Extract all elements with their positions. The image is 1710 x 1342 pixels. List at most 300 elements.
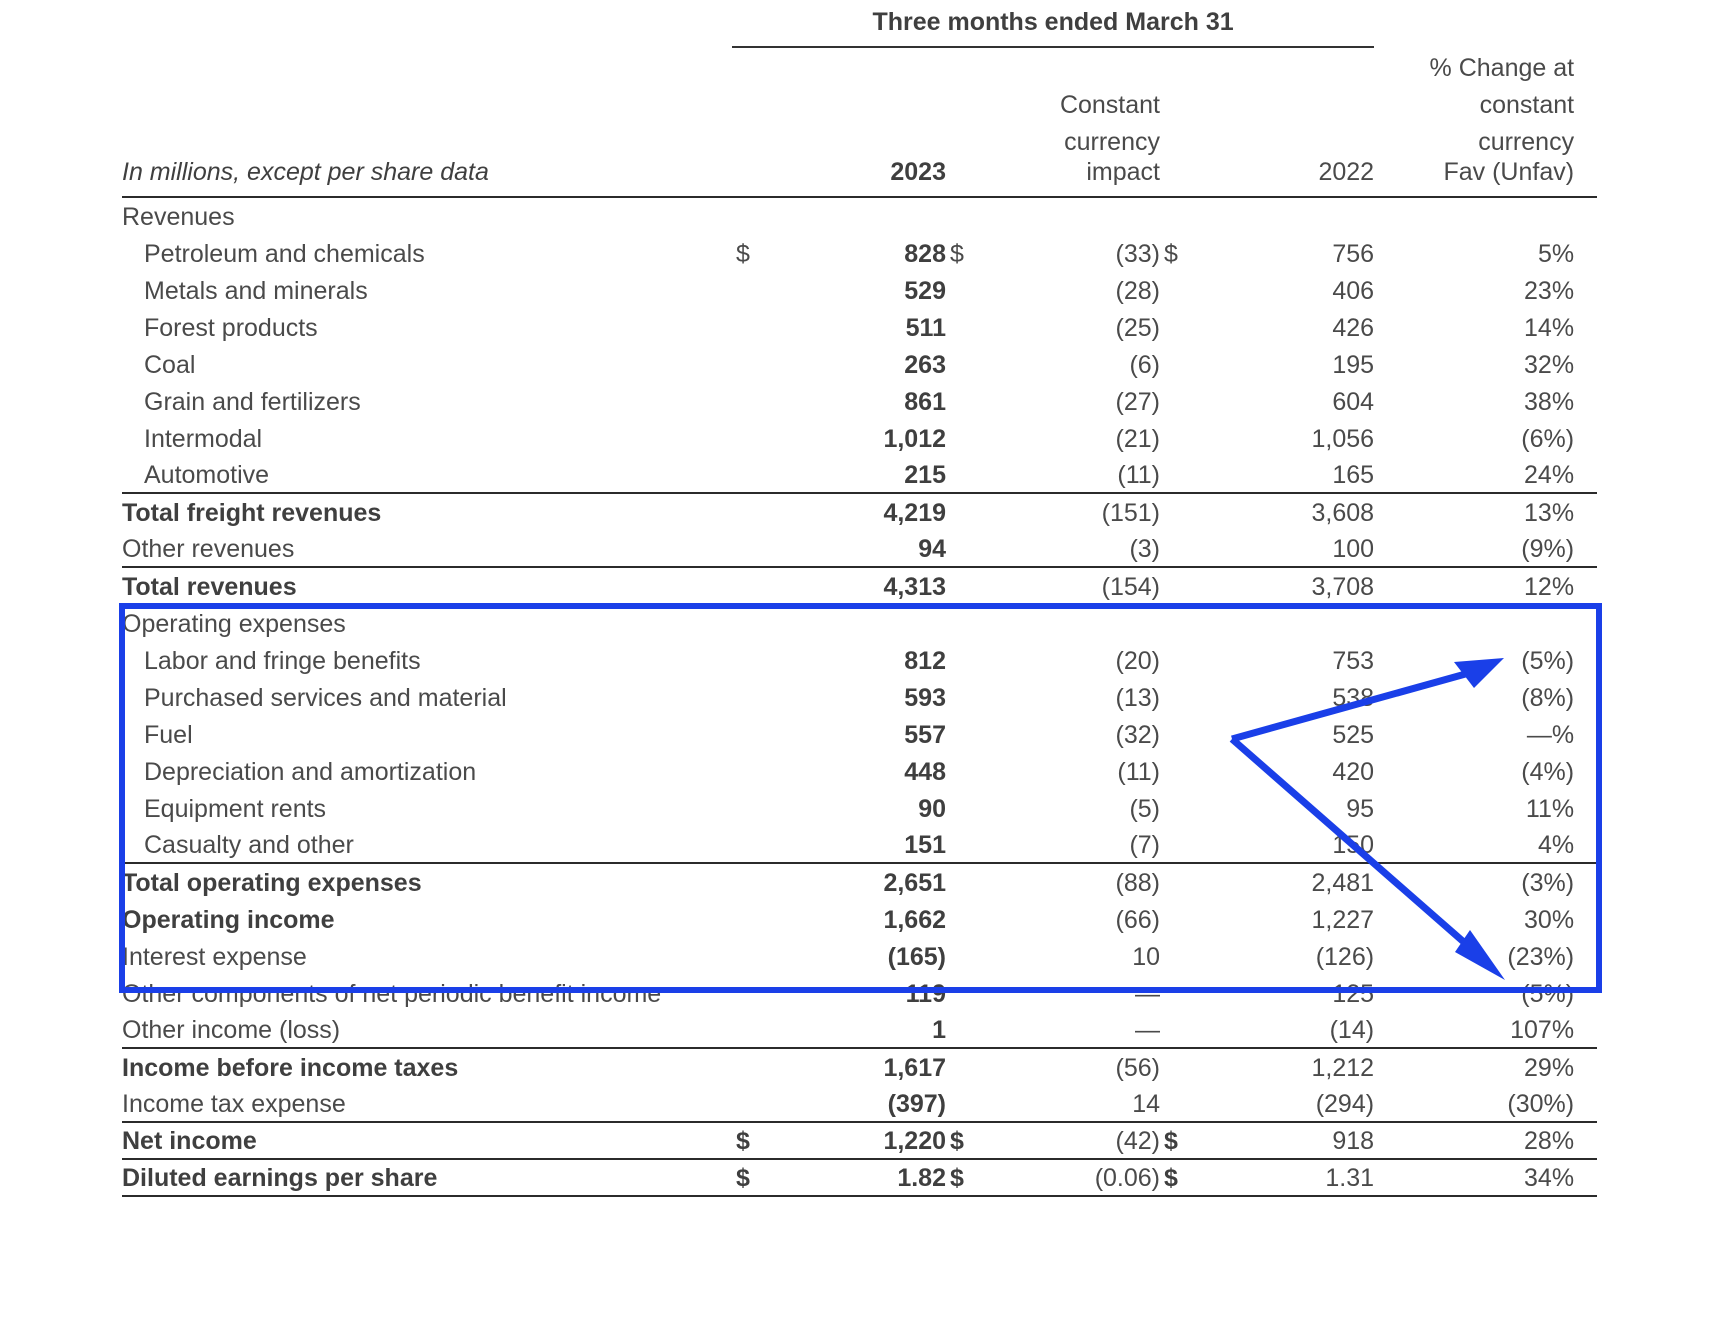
- value-2023: 4,313: [883, 573, 946, 601]
- units-note: In millions, except per share data: [122, 158, 732, 197]
- value-pct-change: (9%): [1374, 530, 1574, 567]
- value-pct-change: (3%): [1521, 869, 1575, 897]
- row-pad: [1574, 1011, 1597, 1048]
- value-2023: 861: [904, 388, 946, 416]
- row-label: Operating income: [122, 906, 335, 934]
- value-2022: 95: [1346, 795, 1375, 823]
- currency-symbol-cc: [946, 382, 982, 419]
- year-2023-header: 2023: [768, 158, 946, 197]
- pad-cell: [1574, 84, 1597, 121]
- row-label: Other revenues: [122, 530, 732, 567]
- header-line-1: [122, 47, 1597, 84]
- currency-symbol-2022: [1160, 493, 1196, 530]
- table-row: [122, 567, 1597, 604]
- value-2022: 2,481: [1311, 869, 1375, 897]
- row-pad: [1574, 493, 1597, 530]
- value-constant-currency: (154): [1101, 573, 1160, 601]
- row-pad: [1574, 715, 1597, 752]
- currency-symbol-2022: [1160, 419, 1196, 456]
- value-2022: 195: [1332, 351, 1375, 379]
- row-pad: [1574, 456, 1597, 493]
- currency-symbol-2022: [1160, 456, 1196, 493]
- currency-col-head-3: [1160, 158, 1196, 197]
- cc-header-line-2: currency: [1064, 128, 1160, 156]
- row-pad: [1574, 826, 1597, 863]
- row-label: Total revenues: [122, 573, 297, 601]
- currency-symbol-2023: [732, 1085, 768, 1122]
- row-pad: [1574, 197, 1597, 234]
- value-2022: 756: [1332, 240, 1375, 268]
- value-pct-change: [1374, 604, 1574, 641]
- value-2023: 1,012: [883, 425, 946, 453]
- row-pad: [1574, 1159, 1597, 1196]
- currency-symbol-2023: [732, 789, 768, 826]
- value-constant-currency: (0.06): [982, 1159, 1160, 1196]
- value-pct-change: 13%: [1524, 499, 1575, 527]
- currency-symbol-2022: [1160, 197, 1196, 234]
- currency-symbol-2023: [732, 826, 768, 863]
- row-label: Automotive: [122, 456, 732, 493]
- value-constant-currency: (6): [1129, 351, 1160, 379]
- currency-symbol-2022: [1160, 308, 1196, 345]
- row-label: Labor and fringe benefits: [144, 647, 421, 675]
- value-pct-change: 30%: [1524, 906, 1575, 934]
- value-pct-change: (5%): [1521, 980, 1575, 1008]
- currency-symbol-2023: [732, 419, 768, 456]
- value-pct-change: 23%: [1524, 277, 1575, 305]
- value-constant-currency: 10: [1132, 943, 1160, 971]
- table-row: [122, 530, 1597, 567]
- currency-symbol-cc: $: [950, 240, 964, 268]
- value-2022: 538: [1332, 684, 1375, 712]
- value-2022: 1,212: [1311, 1054, 1375, 1082]
- value-2022: 406: [1332, 277, 1375, 305]
- value-2022: [1196, 604, 1374, 641]
- value-2022: (294): [1196, 1085, 1374, 1122]
- table-row: [122, 1159, 1597, 1196]
- currency-symbol-cc: [946, 937, 982, 974]
- value-constant-currency: (13): [1115, 684, 1160, 712]
- currency-symbol-cc: $: [946, 1159, 982, 1196]
- value-constant-currency: (3): [982, 530, 1160, 567]
- value-constant-currency: (66): [1115, 906, 1160, 934]
- table-row: [122, 197, 1597, 234]
- currency-symbol-cc: [946, 308, 982, 345]
- value-constant-currency: (27): [1115, 388, 1160, 416]
- row-label: Purchased services and material: [144, 684, 507, 712]
- value-pct-change: 4%: [1374, 826, 1574, 863]
- row-pad: [1574, 530, 1597, 567]
- value-2023: 1,617: [883, 1054, 946, 1082]
- row-label: Depreciation and amortization: [144, 758, 477, 786]
- row-label: Intermodal: [144, 425, 263, 453]
- header-blank-3b: [1160, 121, 1374, 158]
- currency-symbol-cc: [946, 826, 982, 863]
- currency-symbol-2022: [1160, 678, 1196, 715]
- currency-symbol-cc: [946, 271, 982, 308]
- currency-symbol-2022: [1160, 715, 1196, 752]
- value-2023: 263: [904, 351, 946, 379]
- column-group-title: Three months ended March 31: [732, 8, 1374, 47]
- currency-symbol-2022: [1160, 937, 1196, 974]
- row-pad: [1574, 604, 1597, 641]
- row-label: Coal: [144, 351, 196, 379]
- currency-symbol-cc: [946, 197, 982, 234]
- row-label: Forest products: [144, 314, 318, 342]
- header-spacer-pad: [1574, 8, 1597, 47]
- currency-symbol-2022: [1160, 1085, 1196, 1122]
- value-2023: 1,220: [768, 1122, 946, 1159]
- table-row: [122, 900, 1597, 937]
- value-constant-currency: (33): [1115, 240, 1160, 268]
- value-2022: (14): [1196, 1011, 1374, 1048]
- currency-symbol-cc: [946, 456, 982, 493]
- currency-symbol-cc: $: [946, 1122, 982, 1159]
- currency-symbol-2023: [732, 604, 768, 641]
- currency-symbol-2023: [732, 345, 768, 382]
- value-2022: 165: [1196, 456, 1374, 493]
- value-2022: 1.31: [1196, 1159, 1374, 1196]
- value-2023: (165): [887, 943, 946, 971]
- pad-cell: [1574, 121, 1597, 158]
- row-pad: [1574, 1048, 1597, 1085]
- value-2023: 119: [905, 980, 946, 1008]
- value-2022: 3,708: [1311, 573, 1375, 601]
- value-constant-currency: (20): [1115, 647, 1160, 675]
- row-pad: [1574, 382, 1597, 419]
- value-pct-change: 14%: [1524, 314, 1575, 342]
- value-pct-change: 11%: [1525, 795, 1575, 823]
- currency-symbol-2022: $: [1160, 1159, 1196, 1196]
- value-2022: 125: [1332, 980, 1375, 1008]
- value-2022: 3,608: [1311, 499, 1375, 527]
- row-pad: [1574, 900, 1597, 937]
- currency-symbol-2023: $: [732, 1122, 768, 1159]
- value-pct-change: 29%: [1524, 1054, 1575, 1082]
- value-2023: 151: [768, 826, 946, 863]
- value-constant-currency: (5): [1129, 795, 1160, 823]
- header-line-3: [122, 121, 1597, 158]
- value-pct-change: (8%): [1521, 684, 1575, 712]
- value-2023: 828: [904, 240, 946, 268]
- value-2023: 4,219: [883, 499, 946, 527]
- value-2022: 918: [1196, 1122, 1374, 1159]
- row-label: Total operating expenses: [122, 869, 422, 897]
- currency-symbol-2022: [1160, 826, 1196, 863]
- table-row: [122, 456, 1597, 493]
- header-spacer: [122, 8, 732, 47]
- table-row: [122, 1122, 1597, 1159]
- value-constant-currency: (28): [1115, 277, 1160, 305]
- value-2023: 812: [904, 647, 946, 675]
- value-constant-currency: —: [1135, 980, 1160, 1008]
- row-label: Income tax expense: [122, 1085, 732, 1122]
- table-row: [122, 345, 1597, 382]
- currency-col-head-2: [946, 158, 982, 197]
- currency-col-head-1: [732, 158, 768, 197]
- cc-header-line-1: Constant: [1059, 91, 1160, 119]
- header-line-4: [122, 158, 1597, 197]
- currency-symbol-2022: [1160, 382, 1196, 419]
- row-label: Diluted earnings per share: [122, 1159, 732, 1196]
- row-label: Revenues: [122, 203, 235, 231]
- table-row: [122, 271, 1597, 308]
- row-pad: [1574, 419, 1597, 456]
- currency-symbol-2022: $: [1164, 240, 1178, 268]
- value-2023: 448: [904, 758, 946, 786]
- year-2022-header: 2022: [1196, 158, 1374, 197]
- value-constant-currency: 14: [982, 1085, 1160, 1122]
- row-label: Metals and minerals: [144, 277, 368, 305]
- value-constant-currency: (88): [1115, 869, 1160, 897]
- currency-symbol-2023: [732, 530, 768, 567]
- table-row: [122, 641, 1597, 678]
- value-pct-change: (4%): [1521, 758, 1575, 786]
- currency-symbol-2023: [732, 937, 768, 974]
- row-label: Fuel: [144, 721, 193, 749]
- value-2022: 1,056: [1311, 425, 1375, 453]
- value-constant-currency: (21): [1115, 425, 1160, 453]
- row-label: Income before income taxes: [122, 1054, 459, 1082]
- currency-symbol-2023: [732, 197, 768, 234]
- currency-symbol-cc: [946, 715, 982, 752]
- currency-symbol-cc: [946, 974, 982, 1011]
- currency-symbol-cc: [946, 567, 982, 604]
- value-pct-change: [1374, 197, 1574, 234]
- currency-symbol-2023: [732, 1011, 768, 1048]
- value-2023: (397): [768, 1085, 946, 1122]
- value-2022: 420: [1332, 758, 1375, 786]
- table-row: [122, 863, 1597, 900]
- value-2022: (126): [1315, 943, 1375, 971]
- row-pad: [1574, 789, 1597, 826]
- currency-symbol-2023: [732, 715, 768, 752]
- header-blank-2b: [1160, 84, 1374, 121]
- currency-symbol-2022: [1160, 863, 1196, 900]
- value-2023: 1,662: [883, 906, 946, 934]
- row-pad: [1574, 234, 1597, 271]
- value-constant-currency: (32): [1115, 721, 1160, 749]
- table-row: [122, 419, 1597, 456]
- value-constant-currency: (42): [982, 1122, 1160, 1159]
- table-row: [122, 382, 1597, 419]
- currency-symbol-2023: [732, 493, 768, 530]
- row-label: Other income (loss): [122, 1011, 732, 1048]
- currency-symbol-cc: [946, 604, 982, 641]
- value-constant-currency: (11): [982, 456, 1160, 493]
- currency-symbol-cc: [946, 789, 982, 826]
- currency-symbol-2023: [732, 641, 768, 678]
- currency-symbol-cc: [946, 345, 982, 382]
- row-pad: [1574, 1085, 1597, 1122]
- value-constant-currency: [982, 197, 1160, 234]
- value-constant-currency: (25): [1115, 314, 1160, 342]
- row-label: Other components of net periodic benefit income: [122, 980, 662, 1008]
- currency-symbol-cc: [946, 752, 982, 789]
- value-2023: 2,651: [883, 869, 946, 897]
- row-pad: [1574, 752, 1597, 789]
- value-constant-currency: (151): [1101, 499, 1160, 527]
- value-pct-change: (5%): [1521, 647, 1575, 675]
- currency-symbol-2023: [732, 900, 768, 937]
- value-2023: 557: [904, 721, 946, 749]
- currency-symbol-cc: [946, 863, 982, 900]
- value-pct-change: —%: [1526, 721, 1575, 749]
- currency-symbol-2022: [1160, 789, 1196, 826]
- table-row: [122, 715, 1597, 752]
- table-row: [122, 1085, 1597, 1122]
- row-label: Equipment rents: [144, 795, 327, 823]
- table-row: [122, 974, 1597, 1011]
- value-2022: 753: [1332, 647, 1375, 675]
- value-pct-change: 34%: [1374, 1159, 1574, 1196]
- currency-symbol-2023: [732, 308, 768, 345]
- row-pad: [1574, 678, 1597, 715]
- table-row: [122, 308, 1597, 345]
- value-constant-currency: (11): [1117, 758, 1160, 786]
- row-pad: [1574, 345, 1597, 382]
- value-2022: 604: [1332, 388, 1375, 416]
- currency-symbol-2022: [1160, 567, 1196, 604]
- currency-symbol-2022: [1160, 900, 1196, 937]
- currency-symbol-cc: [946, 1048, 982, 1085]
- row-pad: [1574, 974, 1597, 1011]
- value-2023: 593: [904, 684, 946, 712]
- currency-symbol-2023: [732, 1048, 768, 1085]
- pct-header-line-2: constant: [1479, 91, 1575, 119]
- table-body: [122, 197, 1597, 1196]
- cc-header-line-3: impact: [982, 158, 1160, 197]
- row-label: Operating expenses: [122, 610, 346, 638]
- currency-symbol-2022: $: [1160, 1122, 1196, 1159]
- row-pad: [1574, 863, 1597, 900]
- value-2022: 525: [1332, 721, 1375, 749]
- value-2023: 90: [918, 795, 946, 823]
- table-row: [122, 1011, 1597, 1048]
- currency-symbol-2023: $: [736, 240, 750, 268]
- table-header: [122, 8, 1597, 197]
- header-group-row: [122, 8, 1597, 47]
- value-2023: 94: [768, 530, 946, 567]
- currency-symbol-2022: [1160, 530, 1196, 567]
- financial-table: [122, 8, 1597, 1197]
- pct-header-line-4: Fav (Unfav): [1374, 158, 1574, 197]
- currency-symbol-2023: [732, 271, 768, 308]
- row-label: Net income: [122, 1122, 732, 1159]
- currency-symbol-2022: [1160, 271, 1196, 308]
- currency-symbol-cc: [946, 419, 982, 456]
- pct-header-line-1: % Change at: [1429, 54, 1575, 82]
- row-label: Total freight revenues: [122, 499, 382, 527]
- currency-symbol-2022: [1160, 974, 1196, 1011]
- row-label: Interest expense: [122, 943, 307, 971]
- currency-symbol-2022: [1160, 345, 1196, 382]
- value-2022: 426: [1332, 314, 1375, 342]
- table-row: [122, 752, 1597, 789]
- row-pad: [1574, 1122, 1597, 1159]
- row-label: Petroleum and chemicals: [144, 240, 425, 268]
- table-row: [122, 826, 1597, 863]
- currency-symbol-2023: [732, 974, 768, 1011]
- currency-symbol-2023: [732, 863, 768, 900]
- value-pct-change: 24%: [1374, 456, 1574, 493]
- row-pad: [1574, 271, 1597, 308]
- table-row: [122, 604, 1597, 641]
- value-2023: 1: [768, 1011, 946, 1048]
- pad-cell: [1574, 158, 1597, 197]
- value-pct-change: 32%: [1524, 351, 1575, 379]
- row-label: Casualty and other: [122, 826, 732, 863]
- currency-symbol-cc: [946, 900, 982, 937]
- currency-symbol-cc: [946, 1011, 982, 1048]
- header-blank-2: [122, 84, 946, 121]
- currency-symbol-2022: [1160, 1048, 1196, 1085]
- value-pct-change: 12%: [1524, 573, 1575, 601]
- header-line-2: [122, 84, 1597, 121]
- row-pad: [1574, 308, 1597, 345]
- value-pct-change: (30%): [1374, 1085, 1574, 1122]
- value-2022: 1,227: [1311, 906, 1375, 934]
- currency-symbol-2023: [732, 678, 768, 715]
- currency-symbol-cc: [946, 493, 982, 530]
- currency-symbol-cc: [946, 641, 982, 678]
- currency-symbol-2023: [732, 382, 768, 419]
- currency-symbol-2022: [1160, 604, 1196, 641]
- row-pad: [1574, 641, 1597, 678]
- table-row: [122, 678, 1597, 715]
- row-pad: [1574, 567, 1597, 604]
- pad-cell: [1574, 47, 1597, 84]
- currency-symbol-cc: [946, 678, 982, 715]
- currency-symbol-cc: [946, 1085, 982, 1122]
- currency-symbol-2022: [1160, 752, 1196, 789]
- value-2022: [1196, 197, 1374, 234]
- value-constant-currency: [982, 604, 1160, 641]
- header-blank-1: [122, 47, 1374, 84]
- value-2022: 150: [1196, 826, 1374, 863]
- table-row: [122, 1048, 1597, 1085]
- currency-symbol-cc: [946, 530, 982, 567]
- currency-symbol-2023: $: [732, 1159, 768, 1196]
- value-pct-change: 28%: [1374, 1122, 1574, 1159]
- value-2023: 511: [905, 314, 946, 342]
- currency-symbol-2022: [1160, 641, 1196, 678]
- table-row: [122, 234, 1597, 271]
- value-pct-change: 107%: [1374, 1011, 1574, 1048]
- currency-symbol-2023: [732, 752, 768, 789]
- pct-header-line-3: currency: [1478, 128, 1575, 156]
- header-spacer-right: [1374, 8, 1574, 47]
- value-2023: [768, 604, 946, 641]
- table-row: [122, 493, 1597, 530]
- currency-symbol-2022: [1160, 1011, 1196, 1048]
- value-pct-change: (23%): [1507, 943, 1575, 971]
- value-2022: 100: [1196, 530, 1374, 567]
- value-2023: 1.82: [768, 1159, 946, 1196]
- currency-symbol-2023: [732, 567, 768, 604]
- row-label: Grain and fertilizers: [144, 388, 361, 416]
- value-2023: 215: [768, 456, 946, 493]
- currency-symbol-2023: [732, 456, 768, 493]
- value-constant-currency: —: [982, 1011, 1160, 1048]
- table-row: [122, 789, 1597, 826]
- value-2023: 529: [904, 277, 946, 305]
- value-pct-change: 5%: [1537, 240, 1575, 268]
- header-blank-3: [122, 121, 946, 158]
- value-constant-currency: (7): [982, 826, 1160, 863]
- value-2023: [768, 197, 946, 234]
- value-pct-change: 38%: [1524, 388, 1575, 416]
